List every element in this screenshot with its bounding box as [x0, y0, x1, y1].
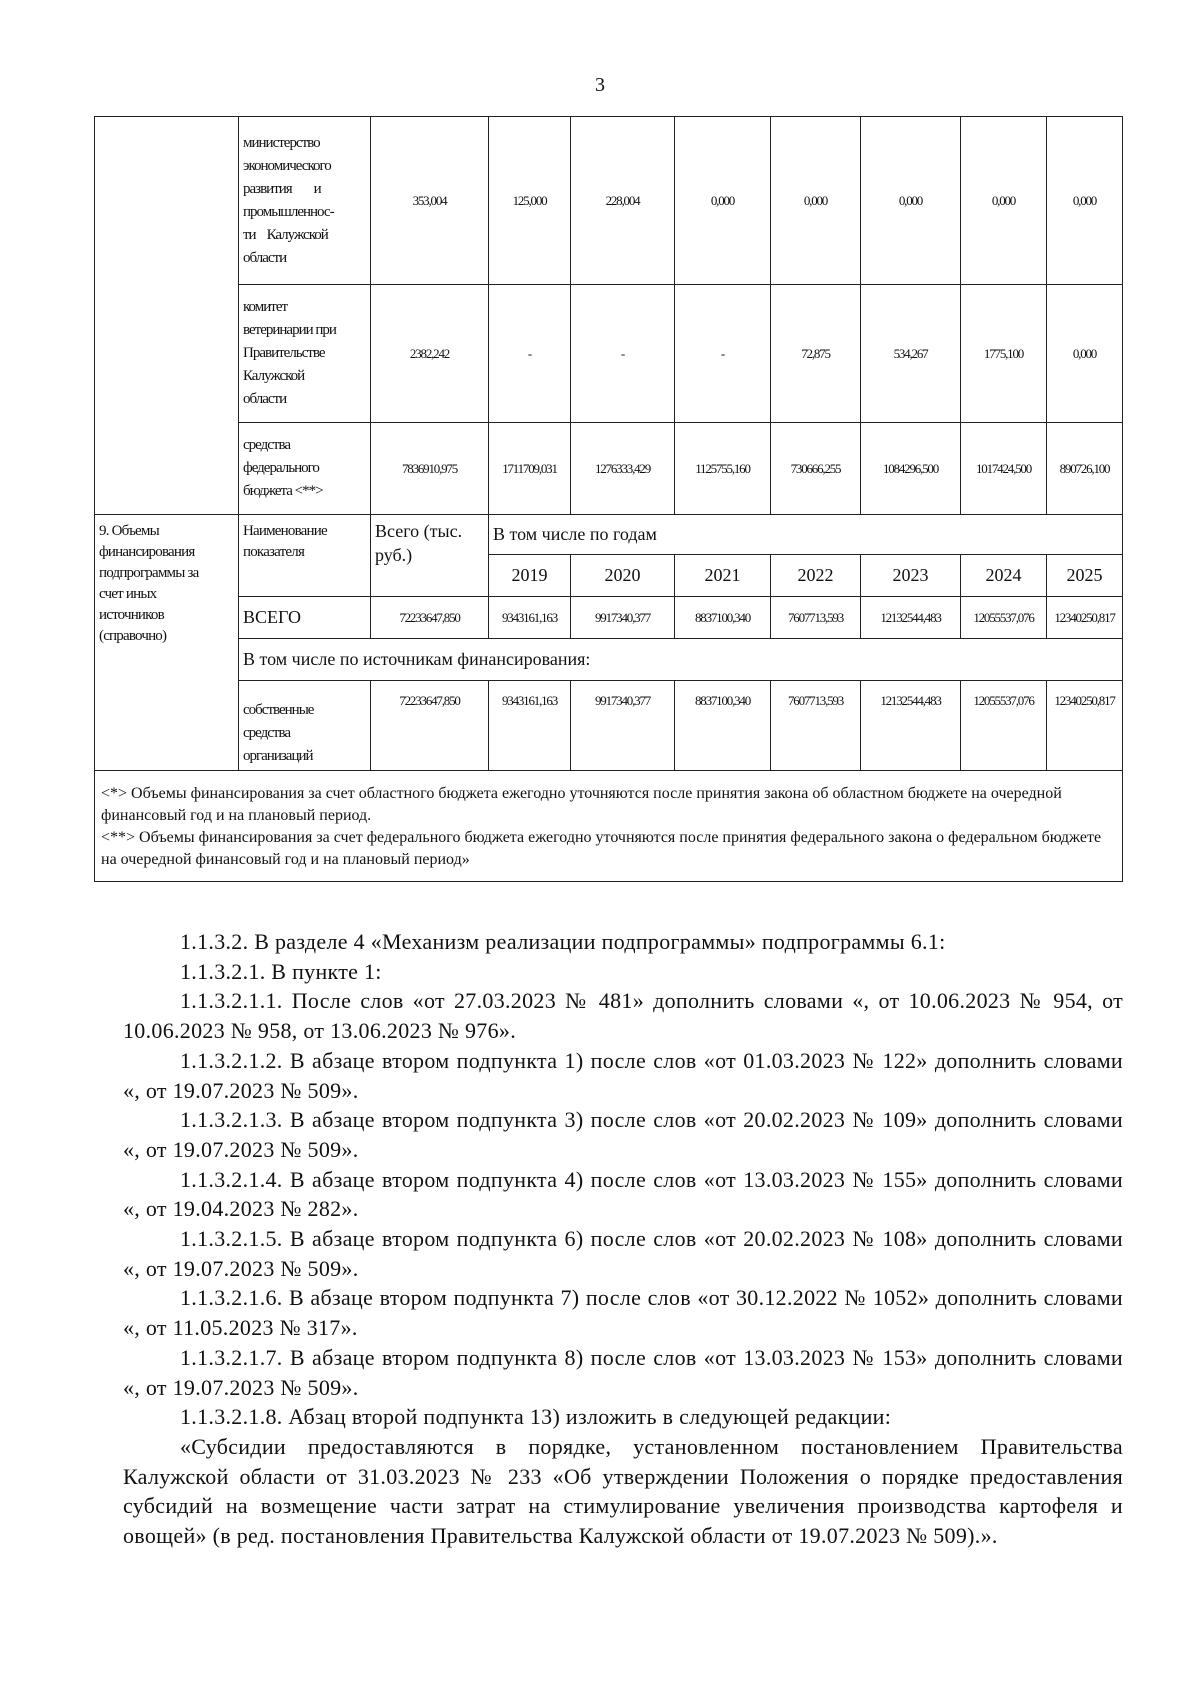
by-sources-label: В том числе по источникам финансирования:	[239, 639, 1123, 681]
table-row	[95, 117, 1123, 285]
value-2019: 1711709,031	[489, 423, 571, 515]
total-2019: 9343161,163	[489, 597, 571, 639]
value-2019: 125,000	[489, 117, 571, 285]
table-notes	[95, 771, 1123, 882]
note-federal-budget: <**> Объемы финансирования за счет федерального бюджета ежегодно уточняются после принятия федерального закона о федеральном бюджете на очередной финансовый год и на плановый период»	[101, 829, 1102, 868]
value-2024: 1017424,500	[961, 423, 1047, 515]
paragraph: 1.1.3.2.1. В пункте 1:	[180, 958, 382, 984]
value-total: 353,004	[371, 117, 489, 285]
paragraph: 1.1.3.2.1.5. В абзаце втором подпункта 6) после слов «от 20.02.2023 № 108» дополнить словами «, от 19.07.2023 № 509».	[123, 1226, 1123, 1281]
paragraph: 1.1.3.2.1.4. В абзаце втором подпункта 4) после слов «от 13.03.2023 № 155» дополнить словами «, от 19.04.2023 № 282».	[123, 1166, 1123, 1222]
paragraph: «Субсидии предоставляются в порядке, установленном постановлением Правительства Калужской области от 31.03.2023 № 233 «Об утверждении Положения о порядке предоставления субсидий на возмещение части затрат на стимулирование увеличения производства картофеля и овощей» (в ред. постановления Правительства Калужской области от 19.07.2023 № 509).».	[123, 1433, 1123, 1549]
own-2019: 9343161,163	[489, 681, 571, 771]
table-row	[95, 423, 1123, 515]
year-2021: 2021	[675, 555, 771, 597]
own-2025: 12340250,817	[1047, 681, 1123, 771]
value-2023: 534,267	[861, 285, 961, 423]
value-2025: 0,000	[1047, 285, 1123, 423]
total-row	[95, 597, 1123, 639]
paragraph: 1.1.3.2.1.6. В абзаце втором подпункта 7) после слов «от 30.12.2022 № 1052» дополнить словами «, от 11.05.2023 № 317».	[123, 1285, 1123, 1341]
value-2022: 730666,255	[771, 423, 861, 515]
own-2023: 12132544,483	[861, 681, 961, 771]
paragraph: 1.1.3.2. В разделе 4 «Механизм реализации подпрограммы» подпрограммы 6.1:	[180, 929, 946, 954]
row-label: средства федерального бюджета <**>	[239, 423, 371, 515]
own-total: 72233647,850	[371, 681, 489, 771]
value-2019: -	[489, 285, 571, 423]
notes-row	[95, 771, 1123, 882]
year-2019: 2019	[489, 555, 571, 597]
total-2024: 12055537,076	[961, 597, 1047, 639]
value-total: 2382,242	[371, 285, 489, 423]
total-2025: 12340250,817	[1047, 597, 1123, 639]
paragraph: 1.1.3.2.1.7. В абзаце втором подпункта 8) после слов «от 13.03.2023 № 153» дополнить словами «, от 19.07.2023 № 509».	[123, 1344, 1123, 1400]
total-2023: 12132544,483	[861, 597, 961, 639]
amendments-text	[123, 927, 1123, 1551]
paragraph: 1.1.3.2.1.1. После слов «от 27.03.2023 № 481» дополнить словами «, от 10.06.2023 № 954, от 10.06.2023 № 958, от 13.06.2023 № 976».	[123, 988, 1123, 1044]
value-2023: 0,000	[861, 117, 961, 285]
by-sources-row	[95, 639, 1123, 681]
total-2022: 7607713,593	[771, 597, 861, 639]
paragraph: 1.1.3.2.1.8. Абзац второй подпункта 13) изложить в следующей редакции:	[180, 1404, 892, 1430]
own-funds-label: собственные средства организаций	[239, 681, 371, 771]
row-label: комитет ветеринарии при Правительстве Калужской области	[239, 285, 371, 423]
total-value: 72233647,850	[371, 597, 489, 639]
year-2020: 2020	[571, 555, 675, 597]
value-2022: 0,000	[771, 117, 861, 285]
header-by-years: В том числе по годам	[489, 515, 1123, 555]
year-2023: 2023	[861, 555, 961, 597]
header-indicator-name: Наименование показателя	[239, 515, 371, 597]
row-label: министерство экономического развития и промышленнос- ти Калужской области	[239, 117, 371, 285]
paragraph: 1.1.3.2.1.2. В абзаце втором подпункта 1) после слов «от 01.03.2023 № 122» дополнить словами «, от 19.07.2023 № 509».	[123, 1047, 1123, 1103]
total-2021: 8837100,340	[675, 597, 771, 639]
table-row	[95, 285, 1123, 423]
value-2024: 0,000	[961, 117, 1047, 285]
value-2025: 0,000	[1047, 117, 1123, 285]
paragraph: 1.1.3.2.1.3. В абзаце втором подпункта 3) после слов «от 20.02.2023 № 109» дополнить словами «, от 19.07.2023 № 509».	[123, 1107, 1123, 1162]
value-total: 7836910,975	[371, 423, 489, 515]
total-2020: 9917340,377	[571, 597, 675, 639]
own-funds-row	[95, 681, 1123, 771]
value-2020: -	[571, 285, 675, 423]
year-2022: 2022	[771, 555, 861, 597]
value-2020: 228,004	[571, 117, 675, 285]
own-2020: 9917340,377	[571, 681, 675, 771]
header-total: Всего (тыс. руб.)	[371, 515, 489, 597]
value-2023: 1084296,500	[861, 423, 961, 515]
section9-header-row	[95, 515, 1123, 555]
note-regional-budget: <*> Объемы финансирования за счет областного бюджета ежегодно уточняются после принятия закона об областном бюджете на очередной финансовый год и на плановый период.	[101, 785, 1062, 824]
own-2024: 12055537,076	[961, 681, 1047, 771]
total-label: ВСЕГО	[239, 597, 371, 639]
value-2022: 72,875	[771, 285, 861, 423]
section9-label: 9. Объемы финансирования подпрограммы за счет иных источников (справочно)	[95, 515, 239, 771]
value-2024: 1775,100	[961, 285, 1047, 423]
financing-table	[94, 116, 1123, 882]
empty-left-cell	[95, 117, 239, 515]
own-2021: 8837100,340	[675, 681, 771, 771]
year-2024: 2024	[961, 555, 1047, 597]
year-2025: 2025	[1047, 555, 1123, 597]
value-2025: 890726,100	[1047, 423, 1123, 515]
value-2021: 0,000	[675, 117, 771, 285]
value-2021: -	[675, 285, 771, 423]
page-number: 3	[595, 74, 605, 96]
value-2020: 1276333,429	[571, 423, 675, 515]
value-2021: 1125755,160	[675, 423, 771, 515]
own-2022: 7607713,593	[771, 681, 861, 771]
